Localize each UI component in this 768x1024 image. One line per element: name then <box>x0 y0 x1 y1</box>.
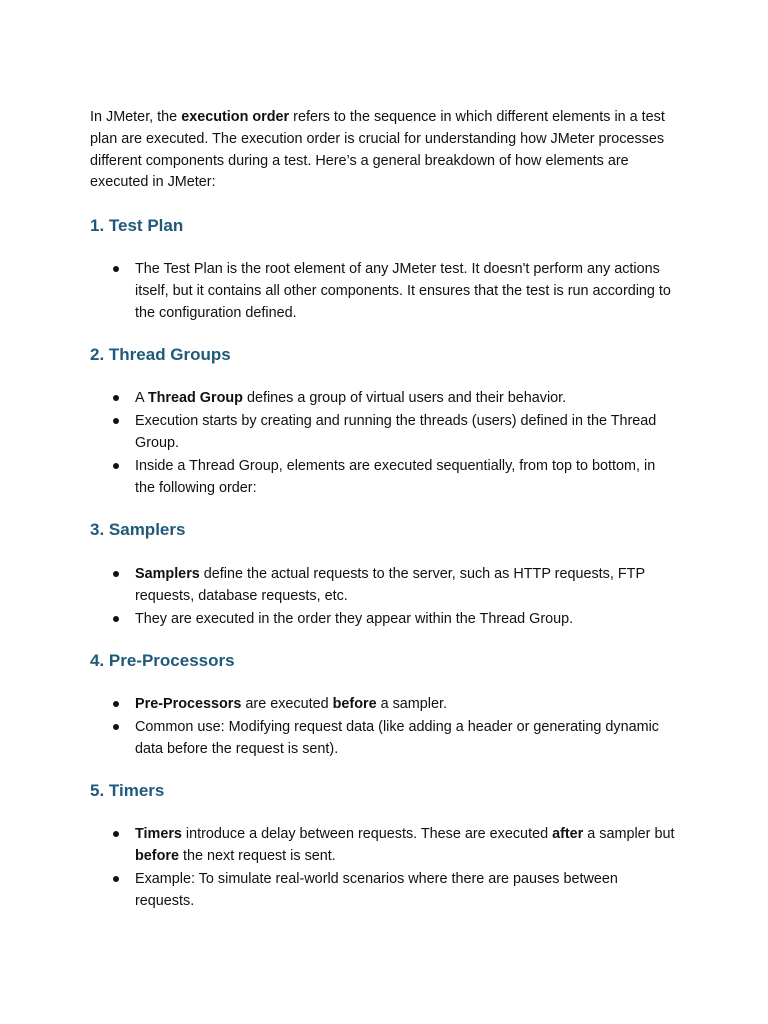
list-item: Common use: Modifying request data (like adding a header or generating dynamic data before the request is sent). <box>135 716 675 760</box>
section-heading-timers: 5. Timers <box>90 781 165 801</box>
list-item-bold: Timers <box>135 826 182 843</box>
bullet-list-timers <box>90 823 675 912</box>
bullet-list-pre-processors <box>90 693 675 760</box>
intro-text-1: In JMeter, the <box>90 109 182 125</box>
section-heading-samplers: 3. Samplers <box>90 520 186 540</box>
intro-text-2: refers to the sequence in which different elements in a test plan are executed. The execution order is crucial for understanding how JMeter processes different components during a test. Here’s a general breakdown of how elements are executed in JMeter: <box>90 109 665 191</box>
list-item-bold: before <box>332 696 377 713</box>
list-item-bold: Thread Group <box>147 390 243 407</box>
intro-paragraph <box>90 107 675 194</box>
list-item: The Test Plan is the root element of any JMeter test. It doesn't perform any actions itself, but it contains all other components. It ensures that the test is run according to the configuration defined. <box>135 258 675 324</box>
intro-bold-execution-order: execution order <box>181 109 290 125</box>
list-item-text: are executed <box>241 696 333 713</box>
section-heading-pre-processors: 4. Pre-Processors <box>90 651 235 671</box>
list-item-text: a sampler but <box>583 826 675 843</box>
section-heading-thread-groups: 2. Thread Groups <box>90 345 231 365</box>
section-heading-test-plan: 1. Test Plan <box>90 216 184 236</box>
list-item <box>135 563 675 607</box>
bullet-list-samplers <box>90 563 675 630</box>
list-item-bold: before <box>135 848 179 865</box>
list-item-bold: after <box>552 826 584 843</box>
list-item-text: A <box>135 390 148 407</box>
list-item <box>135 693 675 715</box>
list-item-text: a sampler. <box>376 696 447 713</box>
list-item-bold: Samplers <box>135 566 200 583</box>
list-item-text: the next request is sent. <box>178 848 336 865</box>
list-item-text: introduce a delay between requests. These are executed <box>181 826 553 843</box>
list-item <box>135 823 675 867</box>
document-page <box>90 107 675 913</box>
bullet-list-test-plan <box>90 258 675 324</box>
list-item-text: define the actual requests to the server, such as HTTP requests, FTP requests, database requests, etc. <box>135 566 645 605</box>
bullet-list-thread-groups <box>90 387 675 499</box>
list-item: Example: To simulate real-world scenarios where there are pauses between requests. <box>135 868 675 912</box>
list-item: Execution starts by creating and running the threads (users) defined in the Thread Group. <box>135 410 675 454</box>
list-item <box>135 387 675 409</box>
list-item: They are executed in the order they appear within the Thread Group. <box>135 608 675 630</box>
list-item-text: defines a group of virtual users and their behavior. <box>242 390 567 407</box>
list-item-bold: Pre-Processors <box>135 696 242 713</box>
list-item: Inside a Thread Group, elements are executed sequentially, from top to bottom, in the following order: <box>135 455 675 499</box>
